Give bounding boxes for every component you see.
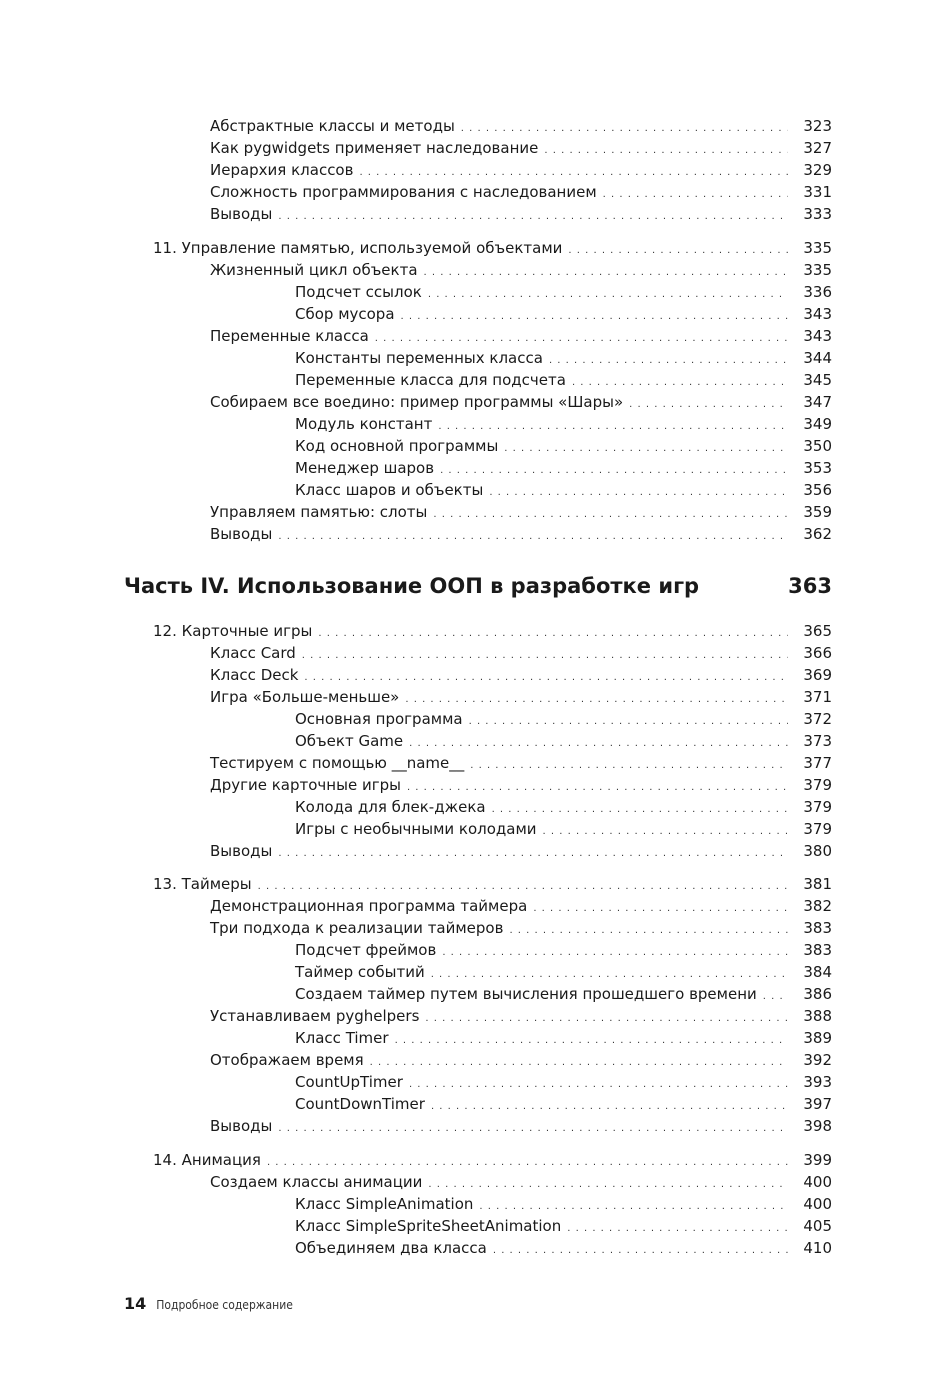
toc-entry-page: 377 <box>803 754 832 772</box>
toc-entry-title: Менеджер шаров <box>295 459 435 477</box>
toc-entry-title: Выводы <box>210 1117 273 1135</box>
toc-entry-title: Класс Timer <box>295 1029 389 1047</box>
toc-subentry <box>295 730 832 752</box>
toc-entry-page: 362 <box>803 525 832 543</box>
toc-subentry <box>295 1215 832 1237</box>
toc-entry <box>210 1115 832 1137</box>
toc-entry-page: 329 <box>803 161 832 179</box>
toc-entry-title: Игры с необычными колодами <box>295 820 537 838</box>
toc-entry-page: 379 <box>803 798 832 816</box>
toc-entry <box>210 752 832 774</box>
toc-entry-page: 345 <box>803 371 832 389</box>
toc-subentry <box>295 457 832 479</box>
toc-subentry <box>295 479 832 501</box>
toc-entry-page: 369 <box>803 666 832 684</box>
toc-entry-title: Колода для блек-джека <box>295 798 486 816</box>
toc-entry-title: Выводы <box>210 525 273 543</box>
toc-entry-page: 333 <box>803 205 832 223</box>
toc-entry-page: 327 <box>803 139 832 157</box>
toc-entry-page: 410 <box>803 1239 832 1257</box>
toc-entry-title: Иерархия классов <box>210 161 354 179</box>
toc-entry <box>210 501 832 523</box>
toc-entry-title: Переменные класса <box>210 327 369 345</box>
toc-subentry <box>295 1027 832 1049</box>
toc-entry-page: 371 <box>803 688 832 706</box>
toc-entry <box>210 391 832 413</box>
toc-entry-title: Демонстрационная программа таймера <box>210 897 528 915</box>
toc-entry-page: 356 <box>803 481 832 499</box>
toc-entry-page: 405 <box>803 1217 832 1235</box>
toc-entry-page: 349 <box>803 415 832 433</box>
toc-entry-page: 381 <box>803 875 832 893</box>
toc-entry <box>210 840 832 862</box>
toc-entry-title: Класс SimpleSpriteSheetAnimation <box>295 1217 562 1235</box>
toc-entry <box>210 664 832 686</box>
toc-entry-title: Класс Card <box>210 644 296 662</box>
toc-entry <box>210 774 832 796</box>
toc-entry-page: 366 <box>803 644 832 662</box>
toc-entry <box>210 137 832 159</box>
toc-entry-title: Подсчет фреймов <box>295 941 437 959</box>
toc-entry-page: 399 <box>803 1151 832 1169</box>
toc-entry-title: Модуль констант <box>295 415 433 433</box>
dot-leader <box>278 1118 788 1140</box>
toc-entry-page: 323 <box>803 117 832 135</box>
toc-entry-page: 373 <box>803 732 832 750</box>
toc-entry-page: 347 <box>803 393 832 411</box>
toc-entry-title: Устанавливаем pyghelpers <box>210 1007 420 1025</box>
toc-entry-title: 11. Управление памятью, используемой объектами <box>153 239 563 257</box>
toc-entry-page: 359 <box>803 503 832 521</box>
toc-entry-page: 343 <box>803 305 832 323</box>
toc-entry-page: 386 <box>803 985 832 1003</box>
toc-subentry <box>295 303 832 325</box>
toc-entry-title: CountUpTimer <box>295 1073 403 1091</box>
toc-entry-page: 380 <box>803 842 832 860</box>
toc-entry-page: 379 <box>803 776 832 794</box>
toc-subentry <box>295 369 832 391</box>
toc-entry-title: Выводы <box>210 842 273 860</box>
toc-entry-page: 398 <box>803 1117 832 1135</box>
toc-entry <box>210 686 832 708</box>
toc-entry-title: Абстрактные классы и методы <box>210 117 455 135</box>
toc-subentry <box>295 818 832 840</box>
toc-entry-page: 400 <box>803 1173 832 1191</box>
toc-subentry <box>295 1237 832 1259</box>
toc-entry-title: Объект Game <box>295 732 404 750</box>
toc-subentry <box>295 1193 832 1215</box>
toc-chapter <box>153 237 832 259</box>
toc-subentry <box>295 796 832 818</box>
toc-entry-title: Класс SimpleAnimation <box>295 1195 474 1213</box>
toc-subentry <box>295 961 832 983</box>
dot-leader <box>278 526 788 548</box>
part-heading <box>124 574 832 604</box>
toc-entry-page: 344 <box>803 349 832 367</box>
toc-entry-title: Три подхода к реализации таймеров <box>210 919 504 937</box>
toc-entry-title: Класс шаров и объекты <box>295 481 484 499</box>
toc-entry-page: 365 <box>803 622 832 640</box>
toc-entry-page: 388 <box>803 1007 832 1025</box>
toc-entry-title: Константы переменных класса <box>295 349 543 367</box>
toc-chapter <box>153 1149 832 1171</box>
toc-entry <box>210 159 832 181</box>
toc-entry <box>210 1049 832 1071</box>
toc-entry <box>210 1005 832 1027</box>
toc-entry <box>210 181 832 203</box>
toc-entry <box>210 203 832 225</box>
toc-entry-page: 335 <box>803 239 832 257</box>
toc-entry <box>210 325 832 347</box>
toc-entry-title: Игра «Больше-меньше» <box>210 688 400 706</box>
toc-subentry <box>295 347 832 369</box>
toc-entry-page: 383 <box>803 919 832 937</box>
toc-subentry <box>295 435 832 457</box>
toc-entry-title: Управляем памятью: слоты <box>210 503 428 521</box>
toc-entry-title: Собираем все воедино: пример программы «Шары» <box>210 393 624 411</box>
toc-entry-title: 14. Анимация <box>153 1151 261 1169</box>
toc-entry-title: Таймер событий <box>295 963 425 981</box>
toc-entry-page: 350 <box>803 437 832 455</box>
page-number: 14 <box>124 1294 147 1313</box>
toc-entry <box>210 115 832 137</box>
running-footer-label: Подробное содержание <box>156 1298 293 1312</box>
part-title: Часть IV. Использование ООП в разработке игр <box>124 574 700 598</box>
toc-subentry <box>295 1093 832 1115</box>
toc-entry-page: 336 <box>803 283 832 301</box>
toc-entry-page: 382 <box>803 897 832 915</box>
toc-entry-page: 353 <box>803 459 832 477</box>
dot-leader <box>278 206 788 228</box>
toc-subentry <box>295 281 832 303</box>
toc-entry-title: Переменные класса для подсчета <box>295 371 566 389</box>
toc-entry <box>210 642 832 664</box>
toc-entry-title: Тестируем с помощью __name__ <box>210 754 465 772</box>
toc-entry-page: 343 <box>803 327 832 345</box>
toc-entry-title: CountDownTimer <box>295 1095 425 1113</box>
toc-entry-title: Сложность программирования с наследованием <box>210 183 597 201</box>
toc-entry-title: Жизненный цикл объекта <box>210 261 418 279</box>
toc-entry-title: Как pygwidgets применяет наследование <box>210 139 539 157</box>
toc-entry-page: 397 <box>803 1095 832 1113</box>
toc-entry-page: 384 <box>803 963 832 981</box>
dot-leader <box>278 843 788 865</box>
toc-subentry <box>295 413 832 435</box>
toc-entry-title: 12. Карточные игры <box>153 622 313 640</box>
toc-entry-page: 379 <box>803 820 832 838</box>
toc-entry <box>210 1171 832 1193</box>
dot-leader <box>493 1240 788 1262</box>
toc-entry-title: Другие карточные игры <box>210 776 401 794</box>
toc-subentry <box>295 708 832 730</box>
toc-entry <box>210 523 832 545</box>
toc-entry-title: Класс Deck <box>210 666 299 684</box>
toc-entry <box>210 259 832 281</box>
toc-entry-page: 400 <box>803 1195 832 1213</box>
toc-entry-title: Выводы <box>210 205 273 223</box>
toc-chapter <box>153 620 832 642</box>
toc-entry-title: Отображаем время <box>210 1051 364 1069</box>
toc-entry <box>210 917 832 939</box>
part-page: 363 <box>788 574 832 598</box>
toc-entry-page: 372 <box>803 710 832 728</box>
toc-entry-page: 393 <box>803 1073 832 1091</box>
toc-entry-title: Сбор мусора <box>295 305 395 323</box>
toc-entry-page: 335 <box>803 261 832 279</box>
toc-subentry <box>295 939 832 961</box>
toc-entry-title: Код основной программы <box>295 437 499 455</box>
toc-entry-page: 383 <box>803 941 832 959</box>
toc-entry-title: Объединяем два класса <box>295 1239 487 1257</box>
toc-subentry <box>295 983 832 1005</box>
toc-entry-title: Создаем таймер путем вычисления прошедшего времени <box>295 985 757 1003</box>
toc-entry <box>210 895 832 917</box>
toc-entry-page: 389 <box>803 1029 832 1047</box>
toc-entry-title: Создаем классы анимации <box>210 1173 423 1191</box>
toc-entry-page: 331 <box>803 183 832 201</box>
toc-chapter <box>153 873 832 895</box>
toc-entry-page: 392 <box>803 1051 832 1069</box>
toc-subentry <box>295 1071 832 1093</box>
page-footer <box>124 1294 293 1313</box>
toc-entry-title: 13. Таймеры <box>153 875 252 893</box>
toc-entry-title: Основная программа <box>295 710 463 728</box>
toc-entry-title: Подсчет ссылок <box>295 283 422 301</box>
